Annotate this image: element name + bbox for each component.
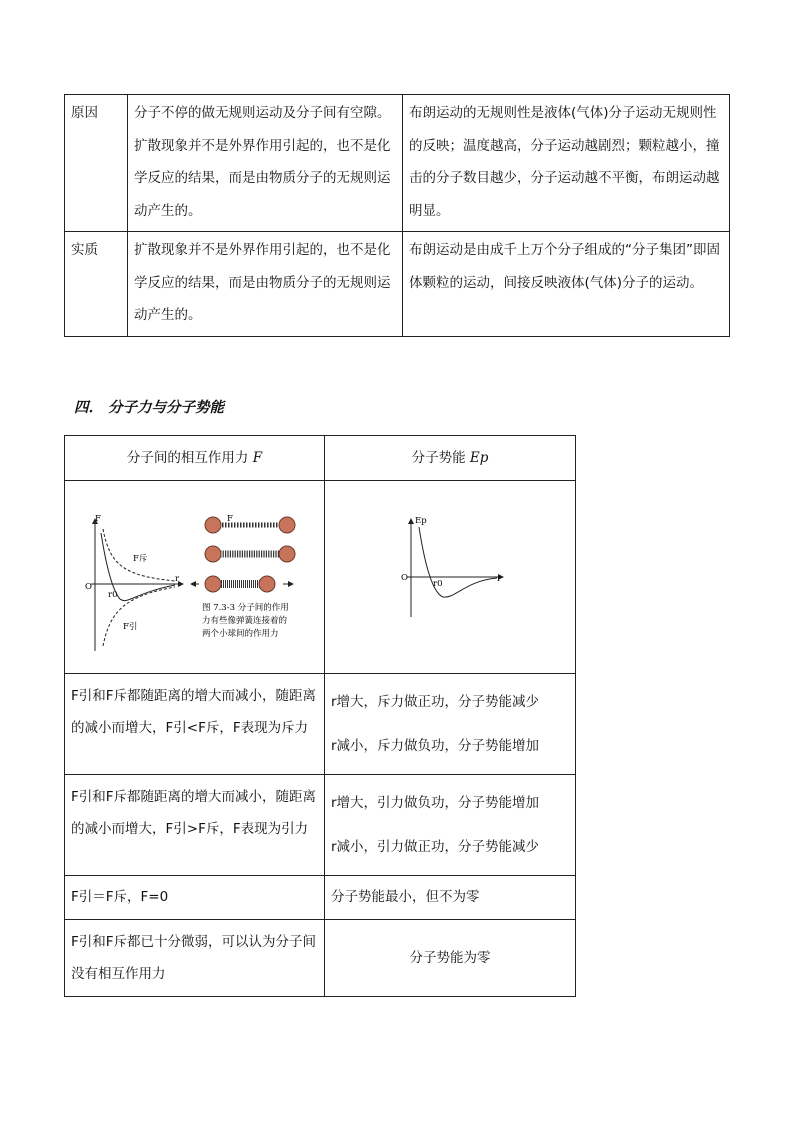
energy-line: r增大，引力做负功，分子势能增加 [331, 795, 540, 811]
header-force-text: 分子间的相互作用力 [126, 450, 249, 466]
header-force-symbol: F [252, 450, 263, 466]
origin-label-energy: O [401, 573, 408, 583]
brownian-cause: 布朗运动的无规则性是液体(气体)分子运动无规则性的反映；温度越高，分子运动越剧烈；颗粒越小，撞击的分子数目越少，分子运动越不平衡，布朗运动越明显。 [403, 95, 730, 232]
axis-f-label: F [95, 514, 101, 524]
header-energy [325, 436, 576, 481]
row-label: 实质 [65, 232, 128, 337]
table-row [65, 232, 730, 337]
force-desc-equilibrium: F引＝F斥，F=0 [65, 876, 325, 920]
table-row [65, 674, 576, 775]
axis-r-label-energy: r [497, 574, 502, 584]
diffusion-brownian-table [64, 94, 730, 337]
brownian-essence: 布朗运动是由成千上万个分子组成的“分子集团”即固体颗粒的运动，间接反映液体(气体)分子的运动。 [403, 232, 730, 337]
axis-ep-label: Ep [415, 516, 427, 526]
force-figure-cell [65, 481, 325, 674]
force-desc-far: F引和F斥都已十分微弱，可以认为分子间没有相互作用力 [65, 920, 325, 997]
energy-desc-attraction [325, 775, 576, 876]
force-desc-repulsion: F引和F斥都随距离的增大而减小，随距离的减小而增大，F引<F斥，F表现为斥力 [65, 674, 325, 775]
diffusion-cause: 分子不停的做无规则运动及分子间有空隙。扩散现象并不是外界作用引起的，也不是化学反应的结果，而是由物质分子的无规则运动产生的。 [128, 95, 403, 232]
r0-label-energy: r0 [433, 579, 443, 589]
energy-desc-equilibrium: 分子势能最小，但不为零 [325, 876, 576, 920]
figure-row [65, 481, 576, 674]
energy-line: r减小，斥力做负功，分子势能增加 [331, 738, 540, 754]
energy-line: r减小，引力做正功，分子势能减少 [331, 839, 540, 855]
section-heading: 四． 分子力与分子势能 [74, 399, 225, 416]
caption-line-3: 两个小球间的作用力 [202, 629, 279, 639]
table-row [65, 95, 730, 232]
caption-line-1: 图 7.3-3 分子间的作用 [202, 603, 289, 613]
header-row [65, 436, 576, 481]
axis-r-label: r [175, 574, 180, 584]
diffusion-essence: 扩散现象并不是外界作用引起的，也不是化学反应的结果，而是由物质分子的无规则运动产生的。 [128, 232, 403, 337]
spring-f-label: F [227, 514, 233, 524]
header-energy-text: 分子势能 [411, 450, 466, 466]
row-label: 原因 [65, 95, 128, 232]
force-diagram [65, 481, 323, 661]
table-row [65, 876, 576, 920]
energy-curve [419, 527, 497, 597]
energy-desc-far: 分子势能为零 [325, 920, 576, 997]
origin-label: O [85, 582, 92, 592]
caption-line-2: 力有些像弹簧连接着的 [202, 616, 288, 626]
header-energy-symbol: Ep [469, 450, 489, 466]
f-att-label: F引 [123, 622, 138, 632]
table-row [65, 775, 576, 876]
spring-balls [191, 517, 295, 592]
energy-line: r增大，斥力做正功，分子势能减少 [331, 694, 540, 710]
force-energy-table [64, 435, 576, 997]
f-rep-label: F斥 [133, 554, 148, 564]
force-desc-attraction: F引和F斥都随距离的增大而减小，随距离的减小而增大，F引>F斥，F表现为引力 [65, 775, 325, 876]
header-force [65, 436, 325, 481]
energy-diagram [325, 481, 575, 661]
table-row [65, 920, 576, 997]
energy-desc-repulsion [325, 674, 576, 775]
energy-figure-cell [325, 481, 576, 674]
r0-label: r0 [108, 590, 118, 600]
